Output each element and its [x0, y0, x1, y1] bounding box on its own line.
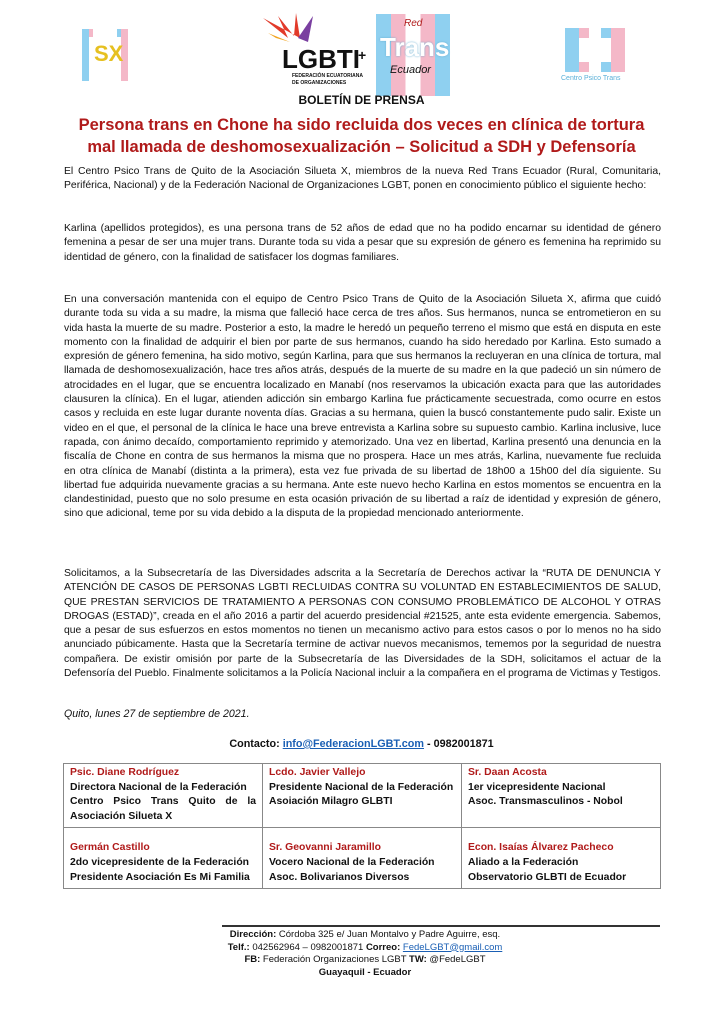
asociacion-silueta-x-logo: SX	[82, 29, 128, 81]
signatories-table	[63, 763, 661, 889]
signatory-cell: Germán Castillo 2do vicepresidente de la Federación Presidente Asociación Es Mi Familia	[64, 828, 263, 889]
paragraph-account: En una conversación mantenida con el equipo de Centro Psico Trans de Quito de la Asociación Silueta X, afirma que cuidó durante toda su vida a su madre, la misma que falleció hace cerca de tres años. Sus hermanos, nunca se entrometieron en su vida hasta la muerte de su madre. Posterior a esto, la madre le heredó un pequeño terreno el mismo que está en disputa en este momento con la finalidad de adquirir el bien por parte de sus hermanos, cuando ha sido heredado por Karlina. Esto sumado a expresión de género femenina, ha sido motivo, según Karlina, para que sus hermanos la recluyeran en una clínica de tortura, mal llamada de deshomosexualización, hace tres años atrás, después de la muerte de su madre en la que padeció un sin número de atrocidades en el lugar, que se encuentra localizado en Manabí (nos reservamos la ubicación exacta para que las autoridades clausuren la clínica). En el lugar, atienden adicción sin embargo Karlina fue prácticamente secuestrada, como ocurre en estos casos y recluida en este lugar durante noventa días. Gracias a su hermana, quien la buscó constantemente pudo salir. Existe un video en el que, el personal de la clínica le hace una breve entrevista a Karlina sobre su supuesto cambio. Karlina inclusive, luce rapada, con ánimo decaído, comportamiento reprimido y atemorizado. Una vez en libertad, Karlina presentó una denuncia en la fiscalía de Chone en contra de sus hermanos la misma que no prospera. Hace un mes atrás, Karlina, nuevamente fue recluida en otra clínica de Manabí (distinta a la primera), esta vez fue privada de su libertad de 18h00 a 15h00 del día siguiente. Su libertad fue adquirida nuevamente gracias a su hermana. Ante este nuevo hecho Karlina en estos momentos se encuentra en la clandestinidad, puesto que no solo presume en esta ocasión privación de su libertad a raíz de identidad y expresión de género, sino que adicional, teme por su vida debido a la disputa de la propiedad mencionado anteriormente.	[64, 294, 661, 520]
svg-text:DE ORGANIZACIONES: DE ORGANIZACIONES	[292, 80, 347, 86]
footer-divider	[222, 925, 660, 927]
centro-psico-trans-logo: Centro Psico Trans	[565, 28, 625, 88]
red-trans-ecuador-logo: Red Trans Ecuador	[376, 14, 450, 96]
signatory-cell: Psic. Diane Rodríguez Directora Nacional de la Federación Centro Psico Trans Quito de la Asociación Silueta X	[64, 764, 263, 828]
document-date: Quito, lunes 27 de septiembre de 2021.	[64, 708, 250, 720]
document-title: Persona trans en Chone ha sido recluida dos veces en clínica de tortura mal llamada de deshomosexualización – Solicitud a SDH y Defensoría	[78, 116, 645, 156]
contact-phone: 0982001871	[433, 738, 494, 750]
svg-text:+: +	[358, 47, 367, 63]
footer: Dirección: Córdoba 325 e/ Juan Montalvo y Padre Aguirre, esq. Telf.: 042562964 – 0982001871 Correo: FedeLGBT@gmail.com FB: Federación Organizaciones LGBT TW: @FedeLGBT Guayaquil - Ecuador	[227, 929, 503, 978]
paragraph-intro: El Centro Psico Trans de Quito de la Asociación Silueta X, miembros de la nueva Red Trans Ecuador (Rural, Comunitaria, Periférica, Nacional) y de la Federación Nacional de Organizaciones LGBT, ponen en conocimiento público el siguiente hecho:	[64, 166, 661, 192]
svg-text:LGBTI: LGBTI	[282, 44, 360, 74]
federacion-lgbti-logo	[258, 8, 368, 88]
signatory-cell: Sr. Geovanni Jaramillo Vocero Nacional de la Federación Asoc. Bolivarianos Diversos	[263, 828, 462, 889]
signatory-cell: Sr. Daan Acosta 1er vicepresidente Nacional Asoc. Transmasculinos - Nobol	[462, 764, 661, 828]
contact-line: Contacto: info@FederacionLGBT.com - 0982001871	[229, 738, 494, 750]
contact-email-link[interactable]: info@FederacionLGBT.com	[282, 738, 425, 750]
paragraph-request: Solicitamos, a la Subsecretaría de las Diversidades adscrita a la Secretaría de Derechos activar la “RUTA DE DENUNCIA Y ATENCIÓN DE CASOS DE PERSONAS LGBTI RECLUIDAS CONTRA SU VOLUNTAD EN ESTABLECIMIENTOS DE SALUD, QUE PRESTAN SERVICIOS DE TRATAMIENTO A PERSONAS CON CONSUMO PROBLEMÁTICO DE ALCOHOL Y OTRAS DROGAS (ESTAD)”, creada en el año 2016 a partir del acuerdo presidencial #21525, ante esta evidente emergencia. Sabemos, que a pesar de sus esfuerzos en estos momentos no tienen un mecanismo activo para estos casos o por lo menos no ha sido anunciado púbicamente. Hasta que la Secretaría termine de activar nuevos mecanismos, tememos por la seguridad de nuestra compañera. De existir omisión por parte de la Subsecretaría de las Diversidades de la SDH, solicitamos el actuar de la Defensoría del Pueblo. Finalmente solicitamos a la Policía Nacional incluir a la compañera en el programa de Victimas y Testigos.	[64, 568, 661, 680]
signatory-cell: Lcdo. Javier Vallejo Presidente Nacional de la Federación Asoiación Milagro GLBTI	[263, 764, 462, 828]
paragraph-karlina: Karlina (apellidos protegidos), es una persona trans de 52 años de edad que no ha podido encarnar su identidad de género femenina a pesar de ser una mujer trans. Durante toda su vida a pesar que su expresión de género es femenina ha reprimido su identidad de género, con la finalidad de satisfacer los dogmas familiares.	[64, 223, 661, 263]
svg-text:FEDERACIÓN ECUATORIANA: FEDERACIÓN ECUATORIANA	[292, 73, 363, 79]
footer-email-link[interactable]: FedeLGBT@gmail.com	[402, 941, 503, 953]
document-kicker: BOLETÍN DE PRENSA	[298, 93, 425, 107]
signatory-cell: Econ. Isaías Álvarez Pacheco Aliado a la Federación Observatorio GLBTI de Ecuador	[462, 828, 661, 889]
